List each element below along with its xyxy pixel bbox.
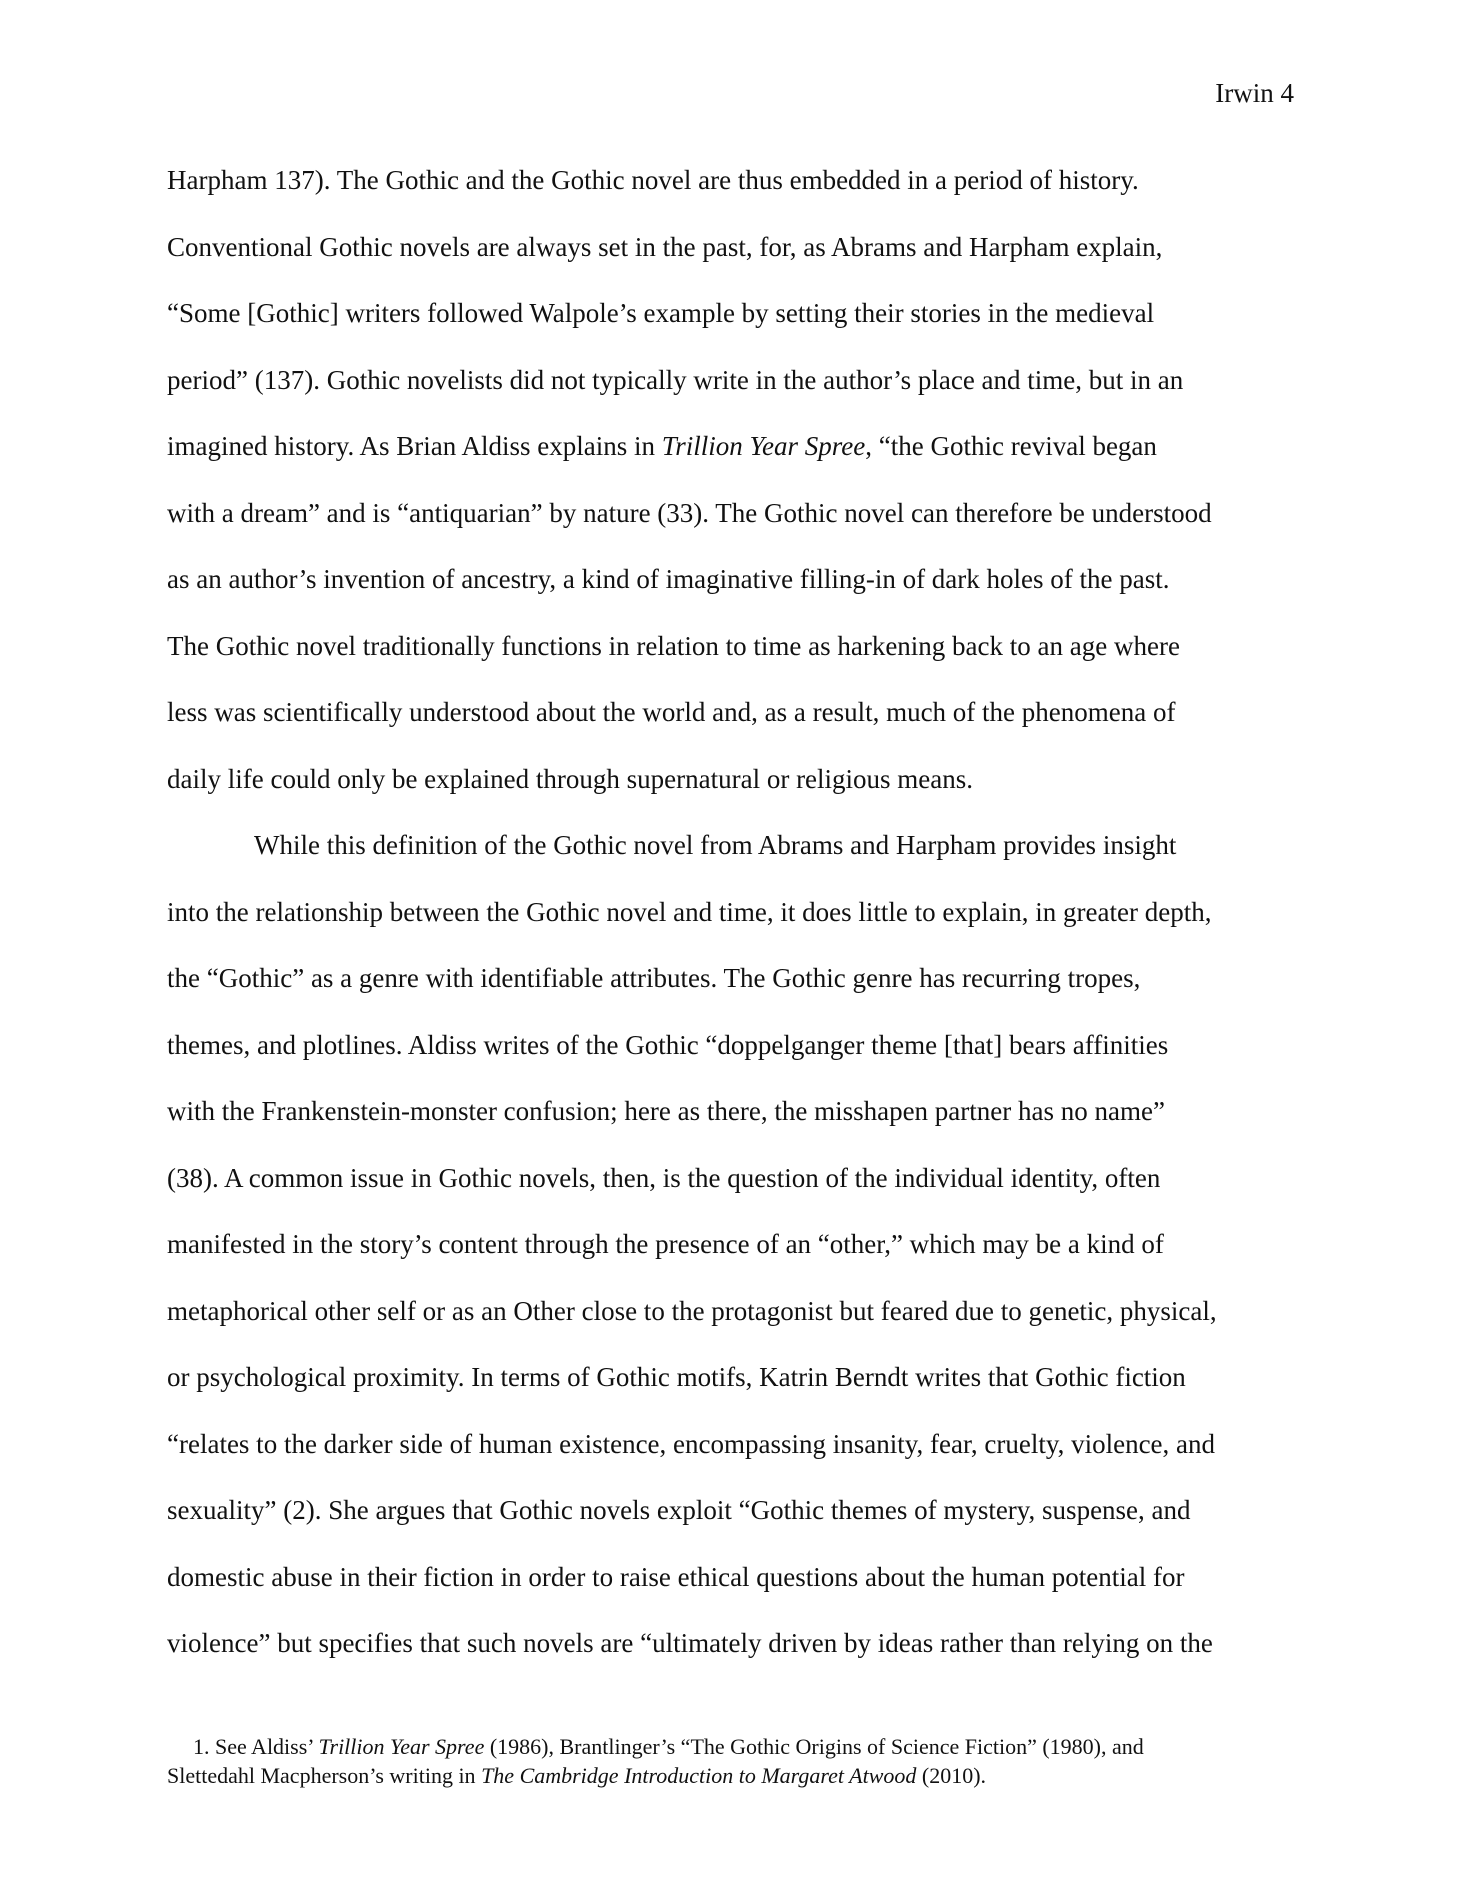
text-run: 1. See Aldiss’ [193, 1734, 319, 1759]
text-run: Harpham 137). The Gothic and the Gothic novel are thus embedded in a period of history. [167, 165, 1139, 195]
footnote-line [167, 1761, 1144, 1790]
text-line [167, 426, 1217, 493]
text-line [167, 1623, 1217, 1690]
italic-title: Trillion Year Spree [318, 1734, 485, 1759]
text-run: less was scientifically understood about the world and, as a result, much of the phenomena of [167, 697, 1176, 727]
text-run: “Some [Gothic] writers followed Walpole’s example by setting their stories in the medieval [167, 298, 1155, 328]
text-line [167, 626, 1217, 693]
text-run: (1986), Brantlinger’s “The Gothic Origins of Science Fiction” (1980), and [484, 1734, 1144, 1759]
text-line [167, 293, 1217, 360]
text-line [167, 1357, 1217, 1424]
text-run: daily life could only be explained through supernatural or religious means. [167, 763, 974, 794]
text-run: domestic abuse in their fiction in order to raise ethical questions about the human potential for [167, 1561, 1185, 1592]
text-run: sexuality” (2). She argues that Gothic novels exploit “Gothic themes of mystery, suspense, and [167, 1495, 1191, 1525]
text-run: While this definition of the Gothic novel from Abrams and Harpham provides insight [254, 830, 1177, 860]
text-line [167, 892, 1217, 959]
text-run: the “Gothic” as a genre with identifiable attributes. The Gothic genre has recurring tropes, [167, 963, 1141, 993]
text-line [167, 1557, 1217, 1624]
text-line [167, 1158, 1217, 1225]
text-line [167, 1291, 1217, 1358]
text-run: with the Frankenstein-monster confusion; here as there, the misshapen partner has no name” [167, 1096, 1165, 1126]
text-run: imagined history. As Brian Aldiss explains in [167, 431, 662, 461]
text-run: with a dream” and is “antiquarian” by nature (33). The Gothic novel can therefore be understood [167, 497, 1212, 528]
text-run: into the relationship between the Gothic novel and time, it does little to explain, in greater depth, [167, 896, 1212, 927]
text-run: violence” but specifies that such novels are “ultimately driven by ideas rather than relying on the [167, 1628, 1213, 1658]
text-line [167, 160, 1217, 227]
text-line [167, 825, 1217, 892]
running-head: Irwin 4 [1215, 78, 1294, 108]
text-line [167, 1424, 1217, 1491]
text-run: or psychological proximity. In terms of Gothic motifs, Katrin Berndt writes that Gothic fiction [167, 1362, 1186, 1392]
text-run: “relates to the darker side of human existence, encompassing insanity, fear, cruelty, violence, and [167, 1428, 1216, 1459]
footnote [167, 1732, 1144, 1790]
text-run: Conventional Gothic novels are always set in the past, for, as Abrams and Harpham explain, [167, 231, 1163, 262]
text-line [167, 1091, 1217, 1158]
text-line [167, 1025, 1217, 1092]
text-line [167, 759, 1217, 826]
text-run: , “the Gothic revival began [865, 431, 1157, 461]
footnote-line [167, 1732, 1144, 1761]
text-line [167, 692, 1217, 759]
text-run: The Gothic novel traditionally functions in relation to time as harkening back to an age where [167, 630, 1180, 661]
text-run: Slettedahl Macpherson’s writing in [167, 1763, 482, 1788]
text-line [167, 958, 1217, 1025]
text-line [167, 1224, 1217, 1291]
text-run: (38). A common issue in Gothic novels, then, is the question of the individual identity, often [167, 1162, 1161, 1193]
text-run: metaphorical other self or as an Other close to the protagonist but feared due to genetic, physical, [167, 1295, 1217, 1326]
text-line [167, 559, 1217, 626]
text-line [167, 227, 1217, 294]
text-run: manifested in the story’s content through the presence of an “other,” which may be a kind of [167, 1229, 1164, 1259]
italic-title: The Cambridge Introduction to Margaret Atwood [481, 1763, 917, 1788]
text-line [167, 493, 1217, 560]
text-run: (2010). [916, 1763, 987, 1788]
text-run: period” (137). Gothic novelists did not typically write in the author’s place and time, but in an [167, 364, 1184, 395]
text-run: themes, and plotlines. Aldiss writes of the Gothic “doppelganger theme [that] bears affinities [167, 1029, 1169, 1060]
text-line [167, 1490, 1217, 1557]
italic-title: Trillion Year Spree [661, 431, 866, 461]
text-run: as an author’s invention of ancestry, a kind of imaginative filling-in of dark holes of the past. [167, 564, 1170, 594]
text-line [167, 360, 1217, 427]
body-text [167, 160, 1217, 1690]
